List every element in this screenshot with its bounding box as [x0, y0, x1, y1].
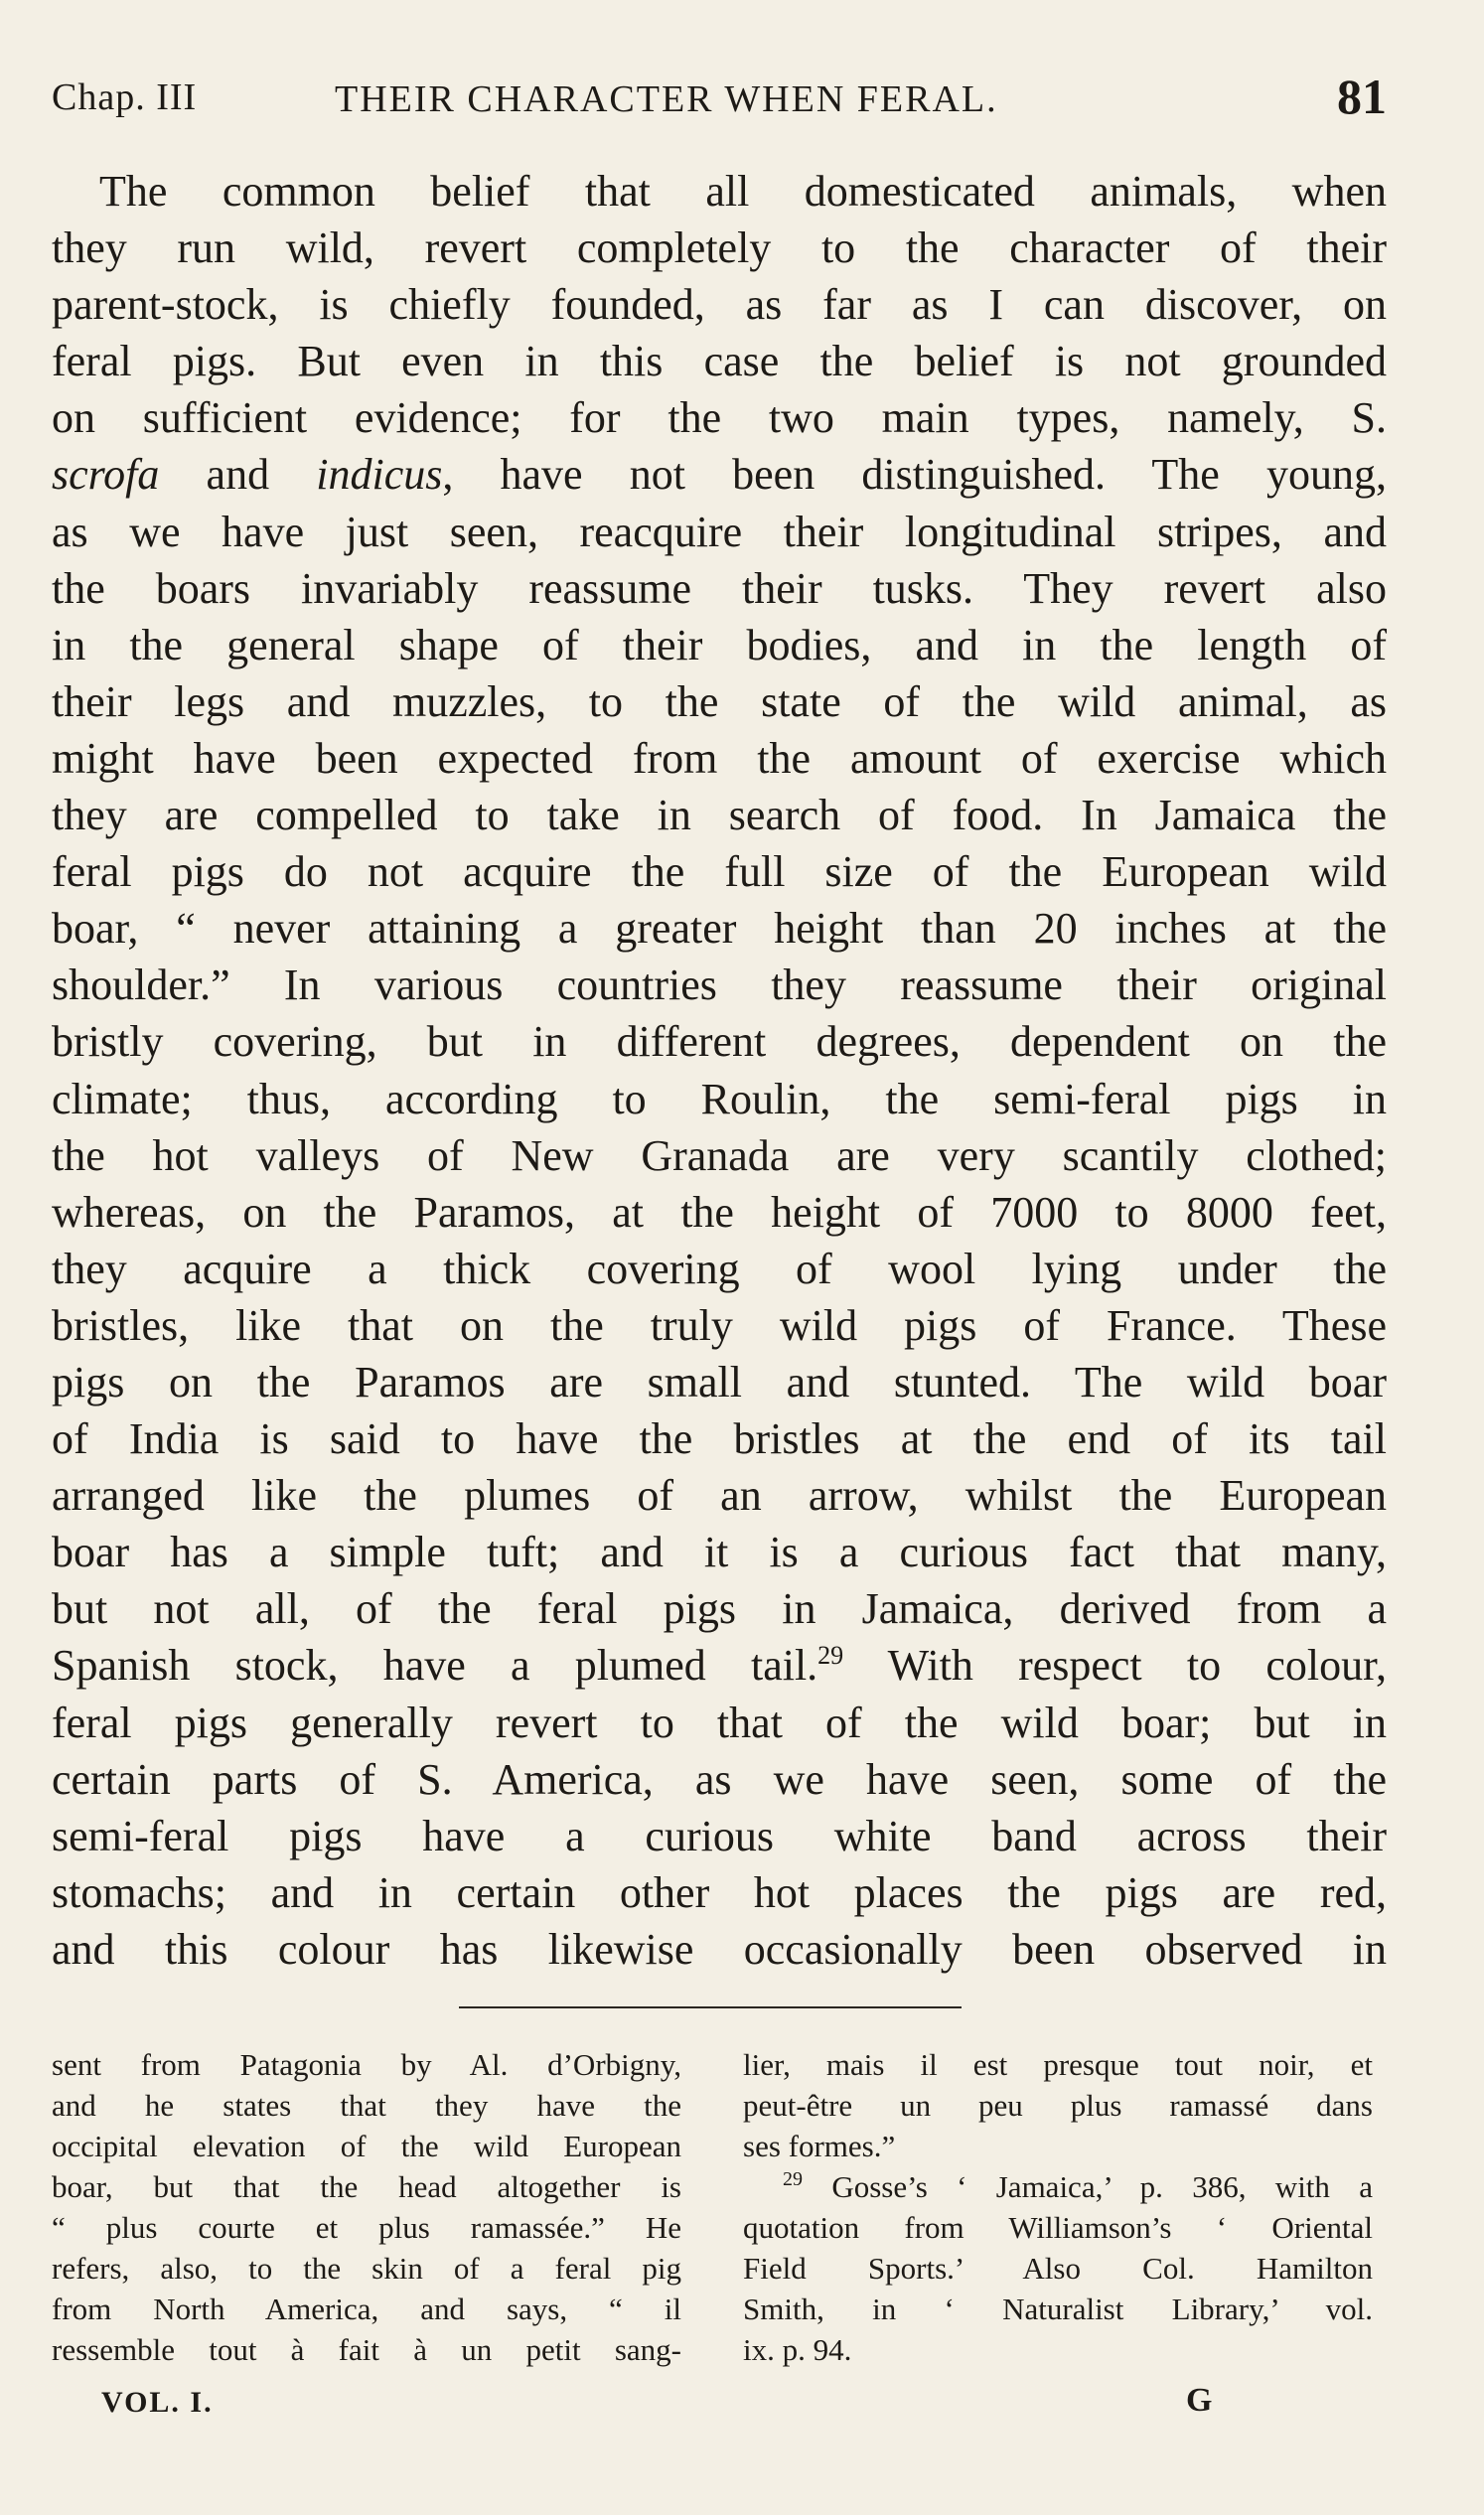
- footnote-line: sent from Patagonia by Al. d’Orbigny,: [52, 2047, 681, 2082]
- volume-signature: VOL. I.: [101, 2386, 214, 2419]
- footnote-29-line: $^{29}$ Gosse’s ‘ Jamaica,’ p. 386, with a: [783, 2168, 1374, 2204]
- footnote-line: Field Sports.’ Also Col. Hamilton: [743, 2251, 1373, 2286]
- text-line: the boars invariably reassume their tusks. They revert also: [52, 563, 1387, 613]
- footnote-line: “ plus courte et plus ramassée.” He: [52, 2210, 681, 2245]
- text-line: whereas, on the Paramos, at the height of 7000 to 8000 feet,: [52, 1187, 1387, 1237]
- footnote-line: Smith, in ‘ Naturalist Library,’ vol.: [743, 2292, 1373, 2326]
- italic-word: indicus: [316, 450, 443, 500]
- text-line: pigs on the Paramos are small and stunted. The wild boar: [52, 1357, 1387, 1406]
- footnote-line: ses formes.”: [743, 2129, 896, 2163]
- footnote-line: from North America, and says, “ il: [52, 2292, 681, 2326]
- footnote-divider: [459, 2006, 962, 2008]
- text-line: semi-feral pigs have a curious white band across their: [52, 1811, 1387, 1860]
- page-number: 81: [1337, 69, 1387, 124]
- italic-word: scrofa: [52, 450, 160, 500]
- footnote-line: ix. p. 94.: [743, 2332, 852, 2367]
- text-line: of India is said to have the bristles at the end of its tail: [52, 1414, 1387, 1464]
- text-line: on sufficient evidence; for the two main types, namely, S.: [52, 393, 1387, 443]
- text-line: feral pigs do not acquire the full size of the European wild: [52, 847, 1387, 897]
- footnote-line: peut-être un peu plus ramassé dans: [743, 2088, 1373, 2123]
- footnote-line: occipital elevation of the wild European: [52, 2129, 681, 2163]
- text-line: they run wild, revert completely to the character of their: [52, 223, 1387, 273]
- text-line: boar has a simple tuft; and it is a curious fact that many,: [52, 1528, 1387, 1577]
- text-line: feral pigs. But even in this case the belief is not grounded: [52, 337, 1387, 386]
- running-header: [52, 69, 1387, 131]
- text-line: arranged like the plumes of an arrow, whilst the European: [52, 1471, 1387, 1521]
- text-line: and this colour has likewise occasionally been observed in: [52, 1924, 1387, 1974]
- text-line: certain parts of S. America, as we have seen, some of the: [52, 1754, 1387, 1804]
- text-line: they are compelled to take in search of food. In Jamaica the: [52, 791, 1387, 840]
- text-line: bristles, like that on the truly wild pigs of France. These: [52, 1300, 1387, 1350]
- text-line: they acquire a thick covering of wool lying under the: [52, 1244, 1387, 1293]
- text-line: but not all, of the feral pigs in Jamaica, derived from a: [52, 1584, 1387, 1634]
- text-line: their legs and muzzles, to the state of the wild animal, as: [52, 676, 1387, 726]
- text-line: Spanish stock, have a plumed tail.$^{29}$ With respect to colour,: [52, 1641, 1387, 1691]
- text-line: boar, “ never attaining a greater height than 20 inches at the: [52, 904, 1387, 954]
- text-line: scrofa and indicus, have not been distinguished. The young,: [52, 450, 1387, 500]
- footnote-line: quotation from Williamson’s ‘ Oriental: [743, 2210, 1373, 2245]
- footnote-line: boar, but that the head altogether is: [52, 2169, 681, 2204]
- text-line: might have been expected from the amount of exercise which: [52, 733, 1387, 783]
- footnote-line: and he states that they have the: [52, 2088, 681, 2123]
- text-line: climate; thus, according to Roulin, the semi-feral pigs in: [52, 1074, 1387, 1123]
- footnote-line: ressemble tout à fait à un petit sang-: [52, 2332, 681, 2367]
- footnote-marker-29: 29: [783, 2168, 803, 2190]
- running-title: THEIR CHARACTER WHEN FERAL.: [335, 78, 998, 120]
- footnote-ref-29: 29: [817, 1641, 844, 1671]
- text-line: as we have just seen, reacquire their longitudinal stripes, and: [52, 507, 1387, 556]
- chapter-label: Chap. III: [52, 76, 198, 118]
- footnote-line: refers, also, to the skin of a feral pig: [52, 2251, 681, 2286]
- text-line: parent-stock, is chiefly founded, as far as I can discover, on: [52, 280, 1387, 330]
- footnotes-left-column: [52, 2044, 681, 2370]
- text-line: feral pigs generally revert to that of the wild boar; but in: [52, 1698, 1387, 1747]
- main-paragraph: [52, 163, 1387, 1978]
- gathering-signature: G: [1186, 2382, 1213, 2419]
- text-line: bristly covering, but in different degrees, dependent on the: [52, 1017, 1387, 1067]
- text-line: in the general shape of their bodies, and in the length of: [52, 620, 1387, 669]
- text-line: the hot valleys of New Granada are very scantily clothed;: [52, 1130, 1387, 1180]
- text-line: The common belief that all domesticated animals, when: [99, 167, 1387, 216]
- text-line: stomachs; and in certain other hot places the pigs are red,: [52, 1867, 1387, 1917]
- footnote-line: lier, mais il est presque tout noir, et: [743, 2047, 1373, 2082]
- text-line: shoulder.” In various countries they reassume their original: [52, 961, 1387, 1010]
- footnotes-right-column: [743, 2044, 1373, 2370]
